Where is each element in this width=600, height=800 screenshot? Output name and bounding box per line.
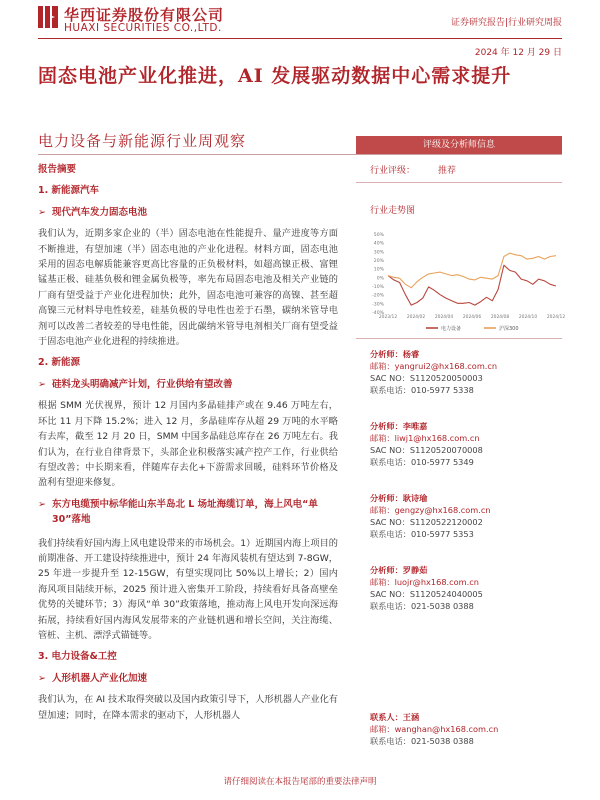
y-tick-label: 20% <box>373 259 384 264</box>
x-tick-label: 2024/08 <box>490 315 510 320</box>
x-tick-label: 2024/12 <box>546 315 566 320</box>
analyst-card <box>370 348 497 396</box>
analyst-card <box>370 564 483 612</box>
trend-chart-label: 行业走势图 <box>370 206 416 216</box>
arrow-icon: ➢ <box>38 378 46 390</box>
subsection-humanoid-heading <box>38 671 338 686</box>
x-tick-label: 2024/10 <box>518 315 538 320</box>
analyst-sac: SAC NO：S1120520050003 <box>370 373 483 383</box>
subtitle-divider <box>38 154 562 155</box>
arrow-icon: ➢ <box>38 672 46 684</box>
analyst-email[interactable]: 邮箱：gengzy@hx168.com.cn <box>370 505 491 515</box>
contact-name: 联系人：王涵 <box>370 712 420 722</box>
analyst-card <box>370 492 491 540</box>
paragraph-humanoid: 我们认为，在 AI 技术取得突破以及国内政策引导下，人形机器人产业化有望加速；同时，在降本需求的驱动下，人形机器人 <box>38 694 338 721</box>
y-tick-label: -40% <box>372 311 384 316</box>
subsection-offshore-wind-heading <box>38 497 338 528</box>
huaxi-logo-icon <box>38 6 58 28</box>
footer-disclaimer: 请仔细阅读在本报告尾部的重要法律声明 <box>223 777 377 787</box>
y-tick-label: -20% <box>372 293 384 299</box>
y-tick-label: 40% <box>373 241 384 247</box>
y-tick-label: 10% <box>373 267 384 273</box>
report-date: 2024 年 12 月 29 日 <box>474 48 562 58</box>
analyst-sac: SAC NO：S1120522120002 <box>370 517 483 527</box>
x-tick-label: 2024/02 <box>406 315 426 320</box>
rating-label: 行业评级： <box>370 166 416 176</box>
subsection-title: 东方电缆预中标华能山东半岛北 L 场址海缆订单，海上风电“单 30”落地 <box>52 498 318 526</box>
rating-divider <box>356 182 562 183</box>
subsection-title: 硅料龙头明确减产计划，行业供给有望改善 <box>52 378 233 390</box>
y-tick-label: 50% <box>373 233 384 238</box>
analyst-card <box>370 420 483 468</box>
section-power-equipment-heading: 3. 电力设备&工控 <box>38 651 117 663</box>
analyst-name: 分析师：李唯嘉 <box>370 421 428 431</box>
subsection-title: 现代汽车发力固态电池 <box>52 206 148 218</box>
y-tick-label: -30% <box>372 302 384 308</box>
x-tick-label: 2023/12 <box>378 315 398 320</box>
section-new-energy-heading: 2. 新能源 <box>38 357 81 369</box>
analyst-email[interactable]: 邮箱：luojr@hx168.com.cn <box>370 577 479 587</box>
summary-column <box>38 162 338 723</box>
analyst-name: 分析师：耿诗瑜 <box>370 493 428 503</box>
industry-trend-chart <box>364 228 566 336</box>
analyst-sac: SAC NO：S1120520070008 <box>370 445 483 455</box>
analyst-phone: 联系电话：010-5977 5338 <box>370 385 474 395</box>
subsection-solid-state-heading <box>38 205 338 220</box>
x-tick-label: 2024/06 <box>462 315 482 320</box>
document-type: 证券研究报告|行业研究周报 <box>450 18 562 28</box>
y-tick-label: -10% <box>372 285 384 290</box>
analyst-name: 分析师：杨睿 <box>370 349 420 359</box>
analyst-email[interactable]: 邮箱：yangrui2@hx168.com.cn <box>370 361 498 371</box>
section-ev-heading: 1. 新能源汽车 <box>38 185 100 197</box>
legend-label: 沪深300 <box>499 326 519 332</box>
analyst-phone: 联系电话：010-5977 5353 <box>370 529 474 539</box>
analyst-email[interactable]: 邮箱：liwj1@hx168.com.cn <box>370 433 480 443</box>
report-subtitle: 电力设备与新能源行业周观察 <box>38 132 247 150</box>
analyst-phone: 联系电话：021-5038 0388 <box>370 601 474 611</box>
y-tick-label: 30% <box>373 250 384 256</box>
rating-box-title: 评级及分析师信息 <box>356 136 562 154</box>
paragraph-solid-state: 我们认为，近期多家企业的（半）固态电池在性能提升、量产进度等方面不断推进，有望加速（半）固态电池的产业化进程。材料方面，固态电池采用的固态电解质能兼容更高比容量的正负极材料，如超高镍正极、富锂锰基正极、硅基负极和锂金属负极等，率先布局固态电池及相关产业链的厂商有望受益于产业化进程加快；此外，固态电池可兼容的高镍、甚至超高镍三元材料导电性较差，硅基负极的导电性也差于石墨，碳纳米管导电剂可以改善二者较差的导电性能，因此碳纳米管导电剂相关厂商有望受益于固态电池产业化进程的持续推进。 <box>38 228 338 348</box>
contact-email[interactable]: 邮箱：wanghan@hx168.com.cn <box>370 724 499 734</box>
company-name-en: HUAXI SECURITIES CO.,LTD. <box>64 22 222 34</box>
legend-label: 电力设备 <box>441 326 462 332</box>
subsection-polysilicon-heading <box>38 377 338 392</box>
arrow-icon: ➢ <box>38 206 46 218</box>
subsection-title: 人形机器人产业化加速 <box>52 672 148 684</box>
contact-card <box>370 711 498 747</box>
analyst-name: 分析师：罗静茹 <box>370 565 428 575</box>
contact-phone: 联系电话：021-5038 0388 <box>370 736 474 746</box>
paragraph-offshore-wind: 我们持续看好国内海上风电建设带来的市场机会。1）近期国内海上项目的前期准备、开工建设持续推进中，预计 24 年海风装机有望达到 7-8GW，25 年进一步提升至 12-15GW，有望实现同比 50%以上增长；2）国内海风项目陆续开标，2025 预计进入密集开工阶段，持续看好具备高壁垒优势的关键环节；3）海风“单 30”政策落地，推动海上风电开发向深远海拓展，持续看好国内海风发展带来的产业链机遇和增长空间，关注海缆、管桩、主机、漂浮式锚链等。 <box>38 537 338 641</box>
arrow-icon: ➢ <box>38 498 46 510</box>
report-title: 固态电池产业化推进，AI 发展驱动数据中心需求提升 <box>38 65 512 87</box>
paragraph-polysilicon: 根据 SMM 光伏视界，预计 12 月国内多晶硅排产或在 9.46 万吨左右，环比 11 月下降 15.2%；进入 12 月，多晶硅库存从超 29 万吨的水平略有去库，截至 12 月 20 日，SMM 中国多晶硅总库存在 26 万吨左右。我们认为，在行业自律背景下，头部企业积极落实减产控产工作，行业供给有望改善；中长期来看，伴随库存去化+下游需求回暖，硅料环节价格及盈利有望迎来修复。 <box>38 400 338 489</box>
x-tick-label: 2024/04 <box>434 315 454 320</box>
header-divider <box>38 38 562 39</box>
company-name-cn: 华西证券股份有限公司 <box>64 6 225 24</box>
summary-heading: 报告摘要 <box>38 164 77 175</box>
analyst-phone: 联系电话：010-5977 5349 <box>370 457 474 467</box>
analyst-sac: SAC NO：S1120524040005 <box>370 589 483 599</box>
y-tick-label: 0% <box>376 276 384 282</box>
chart-divider <box>356 338 562 339</box>
rating-value: 推荐 <box>438 166 457 176</box>
